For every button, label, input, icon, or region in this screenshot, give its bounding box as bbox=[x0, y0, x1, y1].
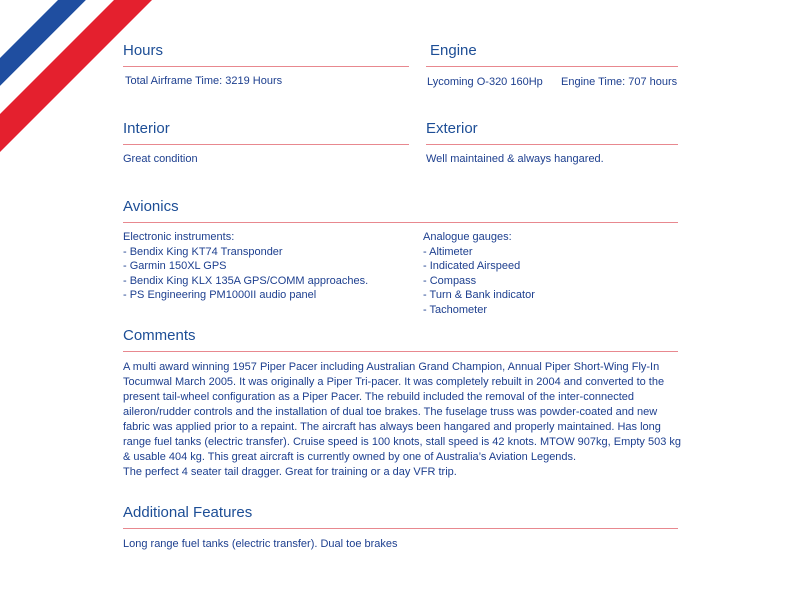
comment-line: present tail-wheel configuration as a Piper Pacer. The rebuild included the removal of the inter-connected bbox=[123, 391, 634, 403]
hours-divider bbox=[123, 66, 409, 67]
analogue-gauges-label: Analogue gauges: bbox=[423, 231, 512, 243]
interior-text: Great condition bbox=[123, 153, 198, 165]
list-item: - Turn & Bank indicator bbox=[423, 289, 535, 302]
list-item: - Tachometer bbox=[423, 303, 487, 316]
electronic-instruments-label: Electronic instruments: bbox=[123, 231, 235, 243]
comments-heading: Comments bbox=[123, 327, 196, 344]
comments-paragraph bbox=[123, 360, 683, 480]
additional-features-heading: Additional Features bbox=[123, 504, 253, 521]
total-airframe-time: Total Airframe Time: 3219 Hours bbox=[125, 75, 283, 87]
additional-features-divider bbox=[123, 528, 678, 529]
interior-divider bbox=[123, 144, 409, 145]
electronic-instruments-list bbox=[123, 230, 368, 303]
additional-features-text: Long range fuel tanks (electric transfer). Dual toe brakes bbox=[123, 538, 398, 550]
analogue-gauges-list bbox=[423, 230, 535, 318]
comment-line: Tocumwal March 2005. It was originally a Piper Tri-pacer. It was completely rebuilt in 2004 and converted to the bbox=[123, 376, 665, 388]
comment-line: fabric was applied prior to a repaint. The aircraft has always been hangared and properly maintained. Has long bbox=[123, 421, 661, 433]
exterior-heading: Exterior bbox=[426, 120, 478, 137]
engine-time: Engine Time: 707 hours bbox=[561, 76, 678, 88]
avionics-divider bbox=[123, 222, 678, 223]
engine-divider bbox=[426, 66, 678, 67]
engine-heading: Engine bbox=[430, 42, 477, 59]
list-item: - PS Engineering PM1000II audio panel bbox=[123, 289, 317, 302]
interior-heading: Interior bbox=[123, 120, 170, 137]
hours-heading: Hours bbox=[123, 42, 164, 59]
avionics-heading: Avionics bbox=[123, 198, 179, 215]
comment-line: & usable 404 kg. This great aircraft is currently owned by one of Australia’s Aviation Legends. bbox=[123, 451, 577, 463]
comment-line: range fuel tanks (electric transfer). Cruise speed is 100 knots, stall speed is 42 knots. MTOW 907kg, Empty 503 kg bbox=[123, 436, 681, 448]
list-item: - Bendix King KLX 135A GPS/COMM approaches. bbox=[123, 274, 369, 287]
exterior-divider bbox=[426, 144, 678, 145]
exterior-text: Well maintained & always hangared. bbox=[426, 153, 604, 165]
comment-line: aileron/rudder controls and the installation of dual toe brakes. The fuselage truss was powder-coated and new bbox=[123, 406, 658, 418]
list-item: - Compass bbox=[423, 274, 477, 287]
comment-line: A multi award winning 1957 Piper Pacer including Australian Grand Champion, Annual Piper Short-Wing Fly-In bbox=[123, 361, 660, 373]
engine-model: Lycoming O-320 160Hp bbox=[427, 76, 543, 88]
list-item: - Garmin 150XL GPS bbox=[123, 260, 227, 273]
list-item: - Altimeter bbox=[423, 245, 473, 258]
list-item: - Indicated Airspeed bbox=[423, 260, 521, 273]
list-item: - Bendix King KT74 Transponder bbox=[123, 245, 283, 258]
comment-line: The perfect 4 seater tail dragger. Great for training or a day VFR trip. bbox=[123, 466, 457, 478]
comments-divider bbox=[123, 351, 678, 352]
